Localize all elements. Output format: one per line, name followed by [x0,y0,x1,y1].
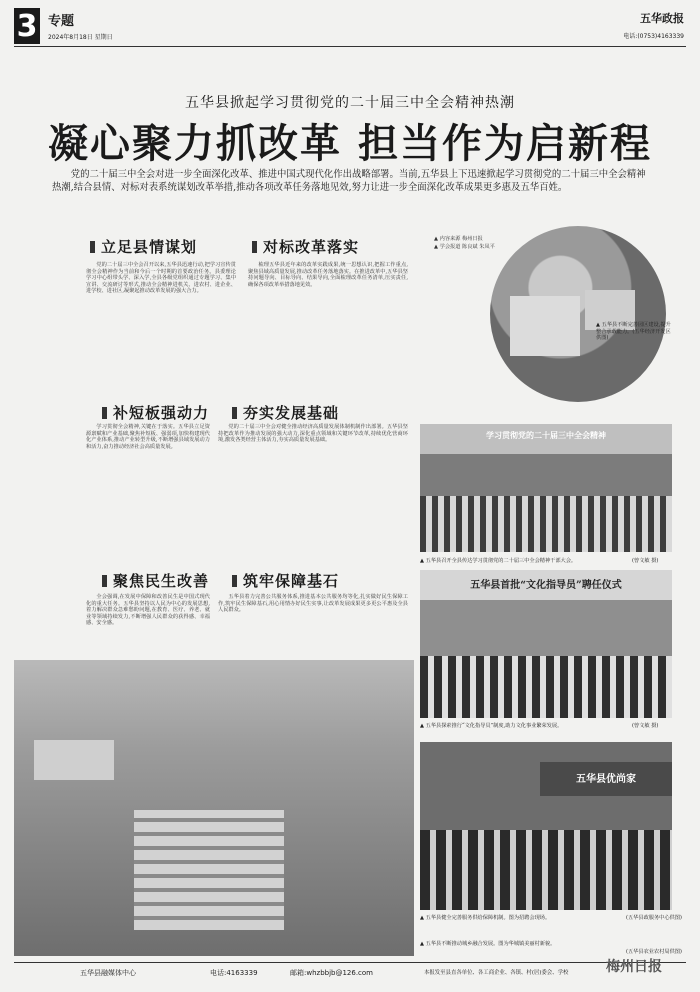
ceremony-photo [420,570,672,718]
photo5-credit: (五华县农业农村局供图) [626,949,682,955]
credit-reporters: ▲ 学会报道 陈良斌 朱凤平 [434,244,495,250]
paper-name: 五华政报 [640,12,684,25]
section-title-2-right: 夯实发展基础 [232,402,339,423]
column-s3-right: 五华县着力完善公共服务体系,推进基本公共服务均等化,扎实做好民生保障工作,筑牢民生保障基石,用心用情办好民生实事,让改革发展成果更多更公平惠及全县人民群众。 [218,594,408,614]
footer-email: 邮箱:whzbbjb@126.com [290,969,374,977]
watermark-logo: 梅州日报 [606,959,662,975]
section-title-1-left: 立足县情谋划 [90,236,197,257]
footer-source: 五华县融媒体中心 [80,969,136,977]
section-bar-icon [232,575,237,587]
issue-date: 2024年8月18日 星期日 [48,34,113,41]
photo2-caption: ▲ 五华县召开全县传达学习贯彻党的二十届三中全会精神干部大会。 [420,558,577,564]
photo5-caption: ▲ 五华县不断推动城乡融合发展。图为华城镇美丽村新貌。 [420,941,556,947]
job-fair-photo [420,742,672,910]
building-shape [510,296,580,356]
crowd-shape [420,830,672,910]
section-title-1-right: 对标改革落实 [252,236,359,257]
photo4-credit: (五华县政服务中心供图) [626,915,682,921]
section-bar-icon [102,575,107,587]
section-bar-icon [252,241,257,253]
section-title-3-right: 筑牢保障基石 [232,570,339,591]
aerial-village-photo [14,660,414,956]
footer-tel: 电话:4163339 [210,969,258,977]
house-shape [34,740,114,780]
photo3-caption: ▲ 五华县探索推行“文化指导员”制度,助力文化事业繁荣发展。 [420,723,563,729]
section-title-3-left: 聚焦民生改善 [102,570,209,591]
photo4-caption: ▲ 五华县健全完善服务供给保障机制。图为招聘会现场。 [420,915,551,921]
page-number: 3 [14,8,40,44]
ceremony-banner: 五华县首批“文化指导员”聘任仪式 [470,580,622,591]
column-s2-right: 党的二十届三中全会对健全推动经济高质量发展体制机制作出部署。五华县坚持把改革作为推动发展的强大动力,深化重点领域和关键环节改革,持续优化营商环境,激发各类经营主体活力,夯实高质量发展基础。 [218,424,408,444]
section-bar-icon [90,241,95,253]
column-s3-left: 全会强调,在发展中保障和改善民生是中国式现代化的重大任务。五华县坚持以人民为中心的发展思想,着力解决群众急难愁盼问题,在教育、医疗、养老、就业等领域持续发力,不断增强人民群众的获得感、幸福感、安全感。 [86,594,210,627]
lead-paragraph: 党的二十届三中全会对进一步全面深化改革、推进中国式现代化作出战略部署。当前,五华县上下迅速掀起学习贯彻党的二十届三中全会精神热潮,结合县情、对标对表系统谋划改革举措,推动各项改革任务落地见效,努力让进一步全面深化改革成果更多惠及五华百姓。 [52,169,646,194]
hall-banner: 学习贯彻党的二十届三中全会精神 [486,430,606,440]
section-name: 专题 [48,14,75,29]
photo1-caption: ▲ 五华县不断完善园区建设,提升整合承载能力。(五华经济开发区供图) [596,322,671,342]
people-row [420,656,672,718]
header-rule [14,46,686,47]
photo2-credit: (曾文敏 摄) [632,558,659,564]
audience-rows [420,496,672,552]
courtyard-shape [134,810,284,930]
column-s1-left: 党的二十届三中全会召开以来,五华县迅速行动,把学习宣传贯彻全会精神作为当前和今后一个时期的首要政治任务。县委理论学习中心组带头学、深入学,全县各级党组织通过专题学习、集中宣讲、交流研讨等形式,推动全会精神进机关、进农村、进企业、进学校、进社区,凝聚起推动改革发展的强大合力。 [86,262,236,295]
event-banner: 五华县优尚家 [576,774,636,785]
kicker-title: 五华县掀起学习贯彻党的二十届三中全会精神热潮 [185,95,515,111]
section-bar-icon [232,407,237,419]
main-headline: 凝心聚力抓改革 担当作为启新程 [48,120,652,167]
credit-source: ▲ 内容来源 梅州日报 [434,236,483,242]
conference-photo [420,424,672,552]
footer-rule [14,962,686,963]
footer-distribution: 本报发至县直各单位、各工商企业、各镇、村(居)委会、学校 [424,970,569,976]
section-title-2-left: 补短板强动力 [102,402,209,423]
industrial-park-photo [490,226,666,402]
header-phone: 电话:(0753)4163339 [623,33,684,40]
section-bar-icon [102,407,107,419]
photo3-credit: (曾文敏 摄) [632,723,659,729]
column-s2-left: 学习贯彻全会精神,关键在于落实。五华县立足资源禀赋和产业基础,聚焦补短板、强弱项,加快构建现代化产业体系,推动产业转型升级,不断增强县域发展动力和活力,奋力推动经济社会高质量发展。 [86,424,210,450]
column-s1-right: 梳理五华县近年来的改革实践成果,统一思想认识,把握工作重点,聚焦县域高质量发展,推动改革任务落地落实。在推进改革中,五华县坚持问题导向、目标导向、结果导向,全面梳理改革任务清单,压实责任,确保各项改革举措落地见效。 [248,262,408,288]
